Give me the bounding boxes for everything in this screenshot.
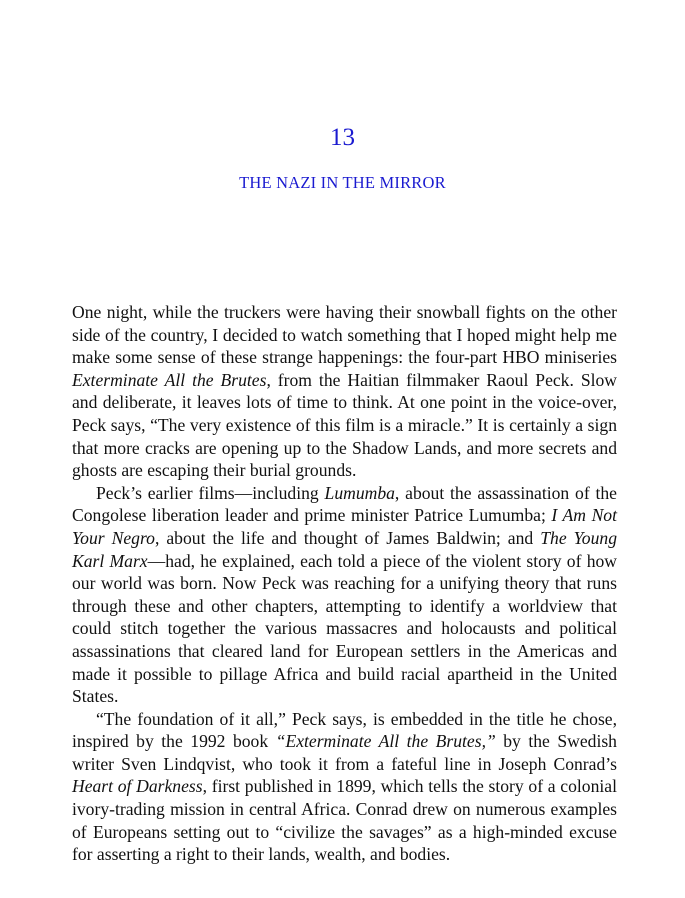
chapter-title: THE NAZI IN THE MIRROR xyxy=(239,173,446,192)
paragraph-text: , first published in 1899, which tells the story of a colonial ivory-trading mission in central Africa. Conrad drew on numerous examples of Europeans setting out to “civilize the savages” as a high-minded excuse for asserting a right to their lands, wealth, and bodies. xyxy=(72,776,617,865)
paragraph-text: by the Swedish writer Sven Lindqvist, who took it from a fateful line in Joseph Conrad’s xyxy=(72,731,617,774)
paragraph-text: Peck’s earlier films—including xyxy=(96,482,325,503)
body-paragraph xyxy=(72,708,617,866)
body-paragraph xyxy=(72,482,617,708)
paragraph-text: “The foundation of it all,” Peck says, is embedded in the title he chose, inspired by the 1992 book xyxy=(72,708,617,752)
chapter-number: 13 xyxy=(330,124,355,151)
italic-title-text: I Am Not Your Negro xyxy=(72,505,617,548)
paragraph-text: , about the life and thought of James Baldwin; and xyxy=(154,527,541,548)
chapter-body xyxy=(72,301,617,866)
paragraph-text: One night, while the truckers were having their snowball fights on the other side of the country, I decided to watch something that I hoped might help me make some sense of these strange happenings: the four-part HBO miniseries xyxy=(72,302,617,368)
italic-title-text: Lumumba xyxy=(324,482,395,503)
paragraph-text: —had, he explained, each told a piece of the violent story of how our world was born. Now Peck was reaching for a unifying theory that runs through these and other chapters, attempting to identify a worldview that could stitch together the various massacres and holocausts and political assassinations that cleared land for European settlers in the Americas and made it possible to pillage Africa and build racial apartheid in the United States. xyxy=(72,550,617,707)
paragraph-text: , about the assassination of the Congolese liberation leader and prime minister Patrice Lumumba; xyxy=(72,482,617,526)
paragraph-text: , from the Haitian filmmaker Raoul Peck. Slow and deliberate, it leaves lots of time to think. At one point in the voice-over, Peck says, “The very existence of this film is a miracle.” It is certainly a sign that more cracks are opening up to the Shadow Lands, and more secrets and ghosts are escaping their burial grounds. xyxy=(72,369,617,481)
italic-title-text: “Exterminate All the Brutes,” xyxy=(275,731,496,752)
body-paragraph xyxy=(72,301,617,482)
italic-title-text: Exterminate All the Brutes xyxy=(72,369,267,390)
italic-title-text: Heart of Darkness xyxy=(72,776,203,797)
italic-title-text: The Young Karl Marx xyxy=(72,527,617,571)
